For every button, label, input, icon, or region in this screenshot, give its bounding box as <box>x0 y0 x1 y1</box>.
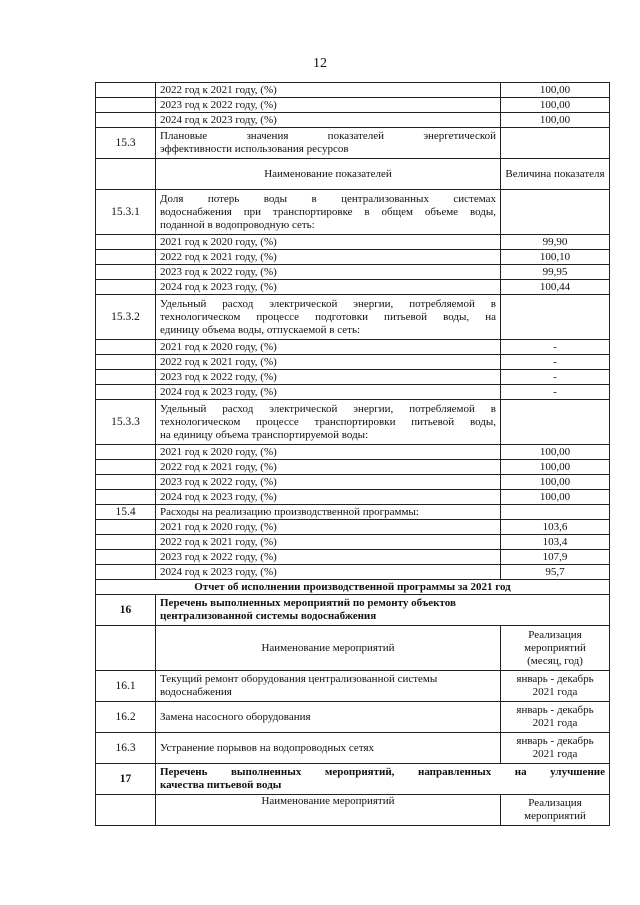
activity-period <box>501 702 610 733</box>
section-number: 16.1 <box>96 671 156 702</box>
table-row <box>96 355 610 370</box>
activity-row <box>96 733 610 764</box>
activity-period <box>501 671 610 702</box>
row-value: 100,10 <box>501 250 610 265</box>
row-value: 100,00 <box>501 445 610 460</box>
row-value: 100,00 <box>501 98 610 113</box>
row-value: 95,7 <box>501 565 610 580</box>
activity-row <box>96 671 610 702</box>
indicator-line: Удельный расход электрической энергии, потребляемой в <box>160 297 496 310</box>
column-header-line: мероприятий <box>524 641 586 654</box>
column-header-row <box>96 626 610 671</box>
activity-name: Замена насосного оборудования <box>156 702 501 733</box>
section-title-line: Перечень выполненных мероприятий, направленных на улучшение <box>160 766 605 778</box>
table-row <box>96 520 610 535</box>
table-row <box>96 370 610 385</box>
section-number: 15.4 <box>96 505 156 520</box>
row-label: 2024 год к 2023 году, (%) <box>156 565 501 580</box>
section-header-17 <box>96 764 610 795</box>
indicator-text <box>156 400 501 445</box>
period-line: январь - декабрь <box>516 704 594 716</box>
indicator-line: поданной в водопроводную сеть: <box>160 218 315 231</box>
row-value: 100,00 <box>501 490 610 505</box>
row-label: 2022 год к 2021 году, (%) <box>156 460 501 475</box>
table-row <box>96 340 610 355</box>
table-row <box>96 445 610 460</box>
column-header-name: Наименование мероприятий <box>156 795 501 826</box>
table-row <box>96 280 610 295</box>
table-row <box>96 550 610 565</box>
row-value: 107,9 <box>501 550 610 565</box>
activity-name <box>156 671 501 702</box>
activity-line: Текущий ремонт оборудования централизованной системы <box>160 673 438 685</box>
row-value: 100,00 <box>501 475 610 490</box>
indicator-line: единицу объема воды, отпускаемой в сеть: <box>160 323 361 336</box>
section-header-15-3 <box>96 128 610 159</box>
column-header-name: Наименование мероприятий <box>156 626 501 671</box>
report-title-row <box>96 580 610 595</box>
table-row <box>96 490 610 505</box>
section-number: 15.3 <box>96 128 156 159</box>
activity-line: водоснабжения <box>160 686 232 698</box>
column-header-value: Величина показателя <box>501 159 610 190</box>
row-label: 2024 год к 2023 году, (%) <box>156 385 501 400</box>
section-number: 17 <box>96 764 156 795</box>
row-value: - <box>501 355 610 370</box>
column-header-value <box>501 626 610 671</box>
table-row <box>96 98 610 113</box>
column-header-row <box>96 159 610 190</box>
row-label: 2021 год к 2020 году, (%) <box>156 340 501 355</box>
row-label: 2023 год к 2022 году, (%) <box>156 98 501 113</box>
indicator-line: технологическом процессе подготовки питьевой воды, на <box>160 310 496 323</box>
row-value: 103,6 <box>501 520 610 535</box>
program-table <box>95 82 610 826</box>
row-value: 99,90 <box>501 235 610 250</box>
row-value: - <box>501 340 610 355</box>
row-label: 2021 год к 2020 году, (%) <box>156 445 501 460</box>
row-value: 100,00 <box>501 83 610 98</box>
row-label: 2023 год к 2022 году, (%) <box>156 265 501 280</box>
period-line: 2021 года <box>532 717 578 729</box>
indicator-line: Доля потерь воды в централизованных системах <box>160 192 496 205</box>
indicator-text <box>156 190 501 235</box>
row-value: 99,95 <box>501 265 610 280</box>
section-title-line: Перечень выполненных мероприятий по ремонту объектов <box>160 597 456 609</box>
table-row <box>96 250 610 265</box>
indicator-line: Удельный расход электрической энергии, потребляемой в <box>160 402 496 415</box>
section-title-line: качества питьевой воды <box>160 779 282 791</box>
section-title-line: Плановые значения показателей энергетической <box>160 130 496 142</box>
row-label: 2024 год к 2023 году, (%) <box>156 490 501 505</box>
section-number: 16.2 <box>96 702 156 733</box>
table-row <box>96 535 610 550</box>
page-number: 12 <box>313 56 327 71</box>
indicator-row <box>96 400 610 445</box>
column-header-line: Реализация <box>528 797 582 809</box>
period-line: 2021 года <box>532 748 578 760</box>
section-title: Расходы на реализацию производственной программы: <box>156 505 501 520</box>
column-header-line: (месяц, год) <box>527 654 583 667</box>
column-header-line: мероприятий <box>524 810 586 822</box>
table-row <box>96 565 610 580</box>
row-value: 100,44 <box>501 280 610 295</box>
section-title <box>156 595 610 626</box>
indicator-line: на единицу объема транспортируемой воды: <box>160 428 369 441</box>
section-title <box>156 764 610 795</box>
section-title-line: централизованной системы водоснабжения <box>160 610 377 622</box>
row-label: 2024 год к 2023 году, (%) <box>156 113 501 128</box>
section-number: 15.3.1 <box>96 190 156 235</box>
indicator-line: технологическом процессе транспортировки питьевой воды, <box>160 415 496 428</box>
row-label: 2023 год к 2022 году, (%) <box>156 550 501 565</box>
period-line: 2021 года <box>532 686 578 698</box>
indicator-row <box>96 505 610 520</box>
table-row <box>96 460 610 475</box>
period-line: январь - декабрь <box>516 735 594 747</box>
section-number: 16.3 <box>96 733 156 764</box>
row-value: - <box>501 370 610 385</box>
row-value: 103,4 <box>501 535 610 550</box>
row-label: 2023 год к 2022 году, (%) <box>156 370 501 385</box>
table-row <box>96 475 610 490</box>
row-label: 2022 год к 2021 году, (%) <box>156 355 501 370</box>
indicator-line: водоснабжения при транспортировке в общем объеме воды, <box>160 205 496 218</box>
section-number: 16 <box>96 595 156 626</box>
activity-period <box>501 733 610 764</box>
section-number: 15.3.2 <box>96 295 156 340</box>
section-number: 15.3.3 <box>96 400 156 445</box>
column-header-line: Реализация <box>528 628 582 641</box>
row-label: 2024 год к 2023 году, (%) <box>156 280 501 295</box>
activity-row <box>96 702 610 733</box>
table-row <box>96 385 610 400</box>
section-title-line: эффективности использования ресурсов <box>160 143 349 155</box>
column-header-row <box>96 795 610 826</box>
row-value: 100,00 <box>501 113 610 128</box>
row-label: 2022 год к 2021 году, (%) <box>156 83 501 98</box>
column-header-value <box>501 795 610 826</box>
indicator-text <box>156 295 501 340</box>
table-row <box>96 113 610 128</box>
row-label: 2021 год к 2020 году, (%) <box>156 235 501 250</box>
row-value: 100,00 <box>501 460 610 475</box>
table-row <box>96 235 610 250</box>
row-label: 2023 год к 2022 году, (%) <box>156 475 501 490</box>
indicator-row <box>96 190 610 235</box>
activity-name: Устранение порывов на водопроводных сетях <box>156 733 501 764</box>
column-header-name: Наименование показателей <box>156 159 501 190</box>
report-title: Отчет об исполнении производственной программы за 2021 год <box>96 580 610 595</box>
table-row <box>96 83 610 98</box>
row-value: - <box>501 385 610 400</box>
row-label: 2022 год к 2021 году, (%) <box>156 535 501 550</box>
section-header-16 <box>96 595 610 626</box>
table-row <box>96 265 610 280</box>
row-label: 2021 год к 2020 году, (%) <box>156 520 501 535</box>
row-label: 2022 год к 2021 году, (%) <box>156 250 501 265</box>
period-line: январь - декабрь <box>516 673 594 685</box>
section-title <box>156 128 501 159</box>
indicator-row <box>96 295 610 340</box>
